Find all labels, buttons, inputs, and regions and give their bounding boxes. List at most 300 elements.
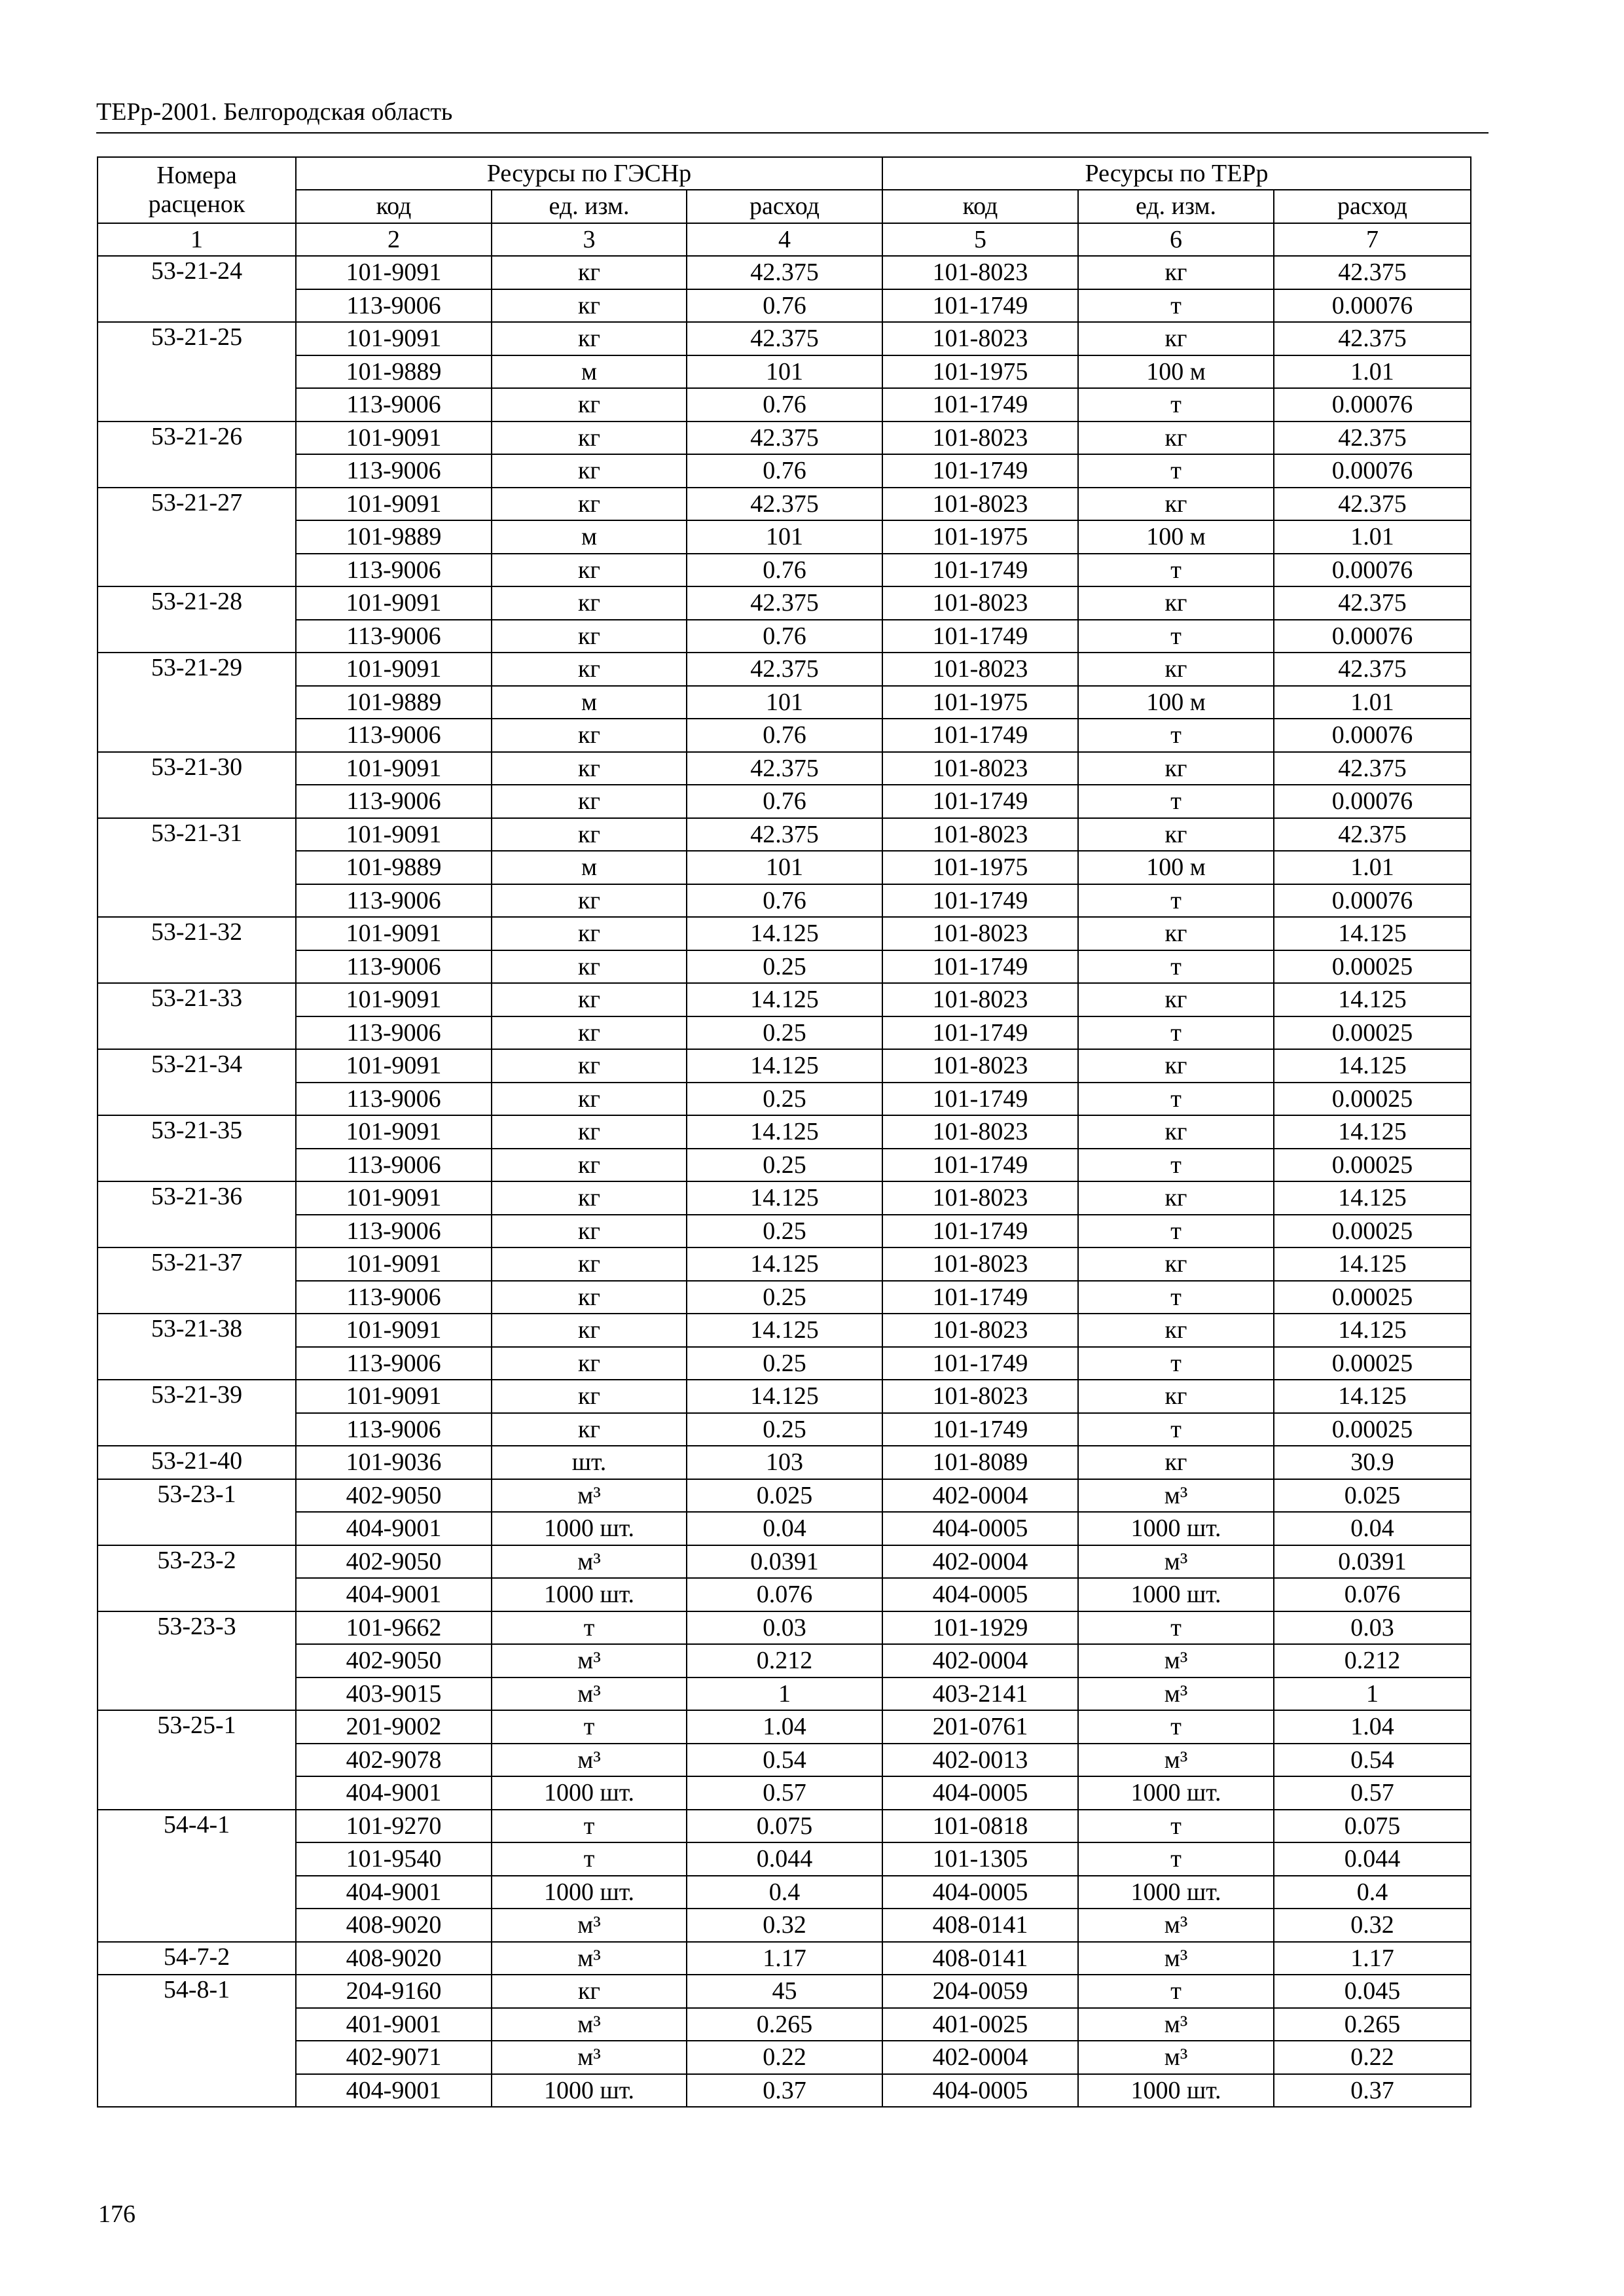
- rate-number-cell: [98, 554, 296, 587]
- terr-code-cell: 101-1749: [882, 454, 1078, 488]
- terr-unit-cell: кг: [1078, 1446, 1274, 1479]
- gesn-consumption-cell: 1: [687, 1677, 882, 1711]
- terr-unit-cell: т: [1078, 1016, 1274, 1050]
- table-row: [98, 1975, 1471, 2008]
- gesn-unit-cell: кг: [492, 752, 687, 785]
- terr-code-cell: 402-0004: [882, 1479, 1078, 1513]
- rate-number-cell: [98, 1016, 296, 1050]
- table-row: [98, 1083, 1471, 1116]
- rate-number-cell: [98, 520, 296, 554]
- terr-code-cell: 101-8023: [882, 488, 1078, 521]
- table-row: [98, 289, 1471, 323]
- gesn-code-cell: 113-9006: [296, 620, 492, 653]
- terr-unit-cell: кг: [1078, 1181, 1274, 1215]
- terr-unit-cell: м³: [1078, 1744, 1274, 1777]
- terr-unit-cell: т: [1078, 785, 1274, 818]
- gesn-consumption-cell: 45: [687, 1975, 882, 2008]
- rate-number-cell: [98, 1347, 296, 1380]
- gesn-code-cell: 101-9889: [296, 355, 492, 389]
- rate-number-cell: 53-25-1: [98, 1710, 296, 1744]
- table-row: [98, 322, 1471, 355]
- terr-unit-cell: т: [1078, 1281, 1274, 1314]
- header-terr-code: код: [882, 190, 1078, 223]
- gesn-consumption-cell: 0.03: [687, 1611, 882, 1645]
- table-row: [98, 1744, 1471, 1777]
- gesn-unit-cell: кг: [492, 586, 687, 620]
- terr-consumption-cell: 1.01: [1274, 355, 1471, 389]
- table-row: [98, 1281, 1471, 1314]
- terr-code-cell: 101-8023: [882, 917, 1078, 950]
- terr-consumption-cell: 42.375: [1274, 653, 1471, 686]
- table-row: [98, 1049, 1471, 1083]
- terr-code-cell: 101-1749: [882, 1083, 1078, 1116]
- terr-unit-cell: кг: [1078, 1247, 1274, 1281]
- terr-code-cell: 101-8023: [882, 752, 1078, 785]
- gesn-code-cell: 401-9001: [296, 2008, 492, 2041]
- column-number-7: 7: [1274, 223, 1471, 257]
- gesn-consumption-cell: 14.125: [687, 917, 882, 950]
- gesn-unit-cell: кг: [492, 950, 687, 984]
- gesn-code-cell: 101-9091: [296, 1115, 492, 1149]
- terr-unit-cell: 1000 шт.: [1078, 1776, 1274, 1810]
- terr-code-cell: 404-0005: [882, 1876, 1078, 1909]
- terr-unit-cell: кг: [1078, 1049, 1274, 1083]
- rate-number-cell: 53-21-29: [98, 653, 296, 686]
- gesn-consumption-cell: 0.075: [687, 1810, 882, 1843]
- gesn-code-cell: 404-9001: [296, 1776, 492, 1810]
- terr-code-cell: 101-8023: [882, 586, 1078, 620]
- terr-consumption-cell: 0.044: [1274, 1842, 1471, 1876]
- terr-unit-cell: т: [1078, 1810, 1274, 1843]
- rate-number-cell: [98, 2074, 296, 2108]
- terr-unit-cell: кг: [1078, 322, 1274, 355]
- gesn-code-cell: 113-9006: [296, 1413, 492, 1446]
- header-rate-numbers-line2: расценок: [148, 190, 245, 219]
- terr-code-cell: 101-1305: [882, 1842, 1078, 1876]
- gesn-consumption-cell: 0.076: [687, 1578, 882, 1611]
- gesn-code-cell: 101-9091: [296, 653, 492, 686]
- table-row: [98, 554, 1471, 587]
- gesn-code-cell: 113-9006: [296, 785, 492, 818]
- gesn-unit-cell: кг: [492, 653, 687, 686]
- terr-unit-cell: м³: [1078, 1644, 1274, 1677]
- gesn-code-cell: 408-9020: [296, 1909, 492, 1942]
- rate-number-cell: [98, 1876, 296, 1909]
- terr-code-cell: 402-0004: [882, 1545, 1078, 1579]
- gesn-code-cell: 404-9001: [296, 1512, 492, 1545]
- terr-code-cell: 408-0141: [882, 1909, 1078, 1942]
- terr-unit-cell: т: [1078, 388, 1274, 422]
- rate-number-cell: [98, 884, 296, 918]
- gesn-unit-cell: кг: [492, 1380, 687, 1413]
- gesn-consumption-cell: 0.25: [687, 1281, 882, 1314]
- gesn-code-cell: 404-9001: [296, 1578, 492, 1611]
- terr-unit-cell: т: [1078, 1710, 1274, 1744]
- table-row: [98, 1545, 1471, 1579]
- terr-code-cell: 101-8023: [882, 818, 1078, 852]
- table-row: [98, 1479, 1471, 1513]
- gesn-unit-cell: кг: [492, 1083, 687, 1116]
- terr-code-cell: 101-1975: [882, 686, 1078, 719]
- rate-number-cell: [98, 1776, 296, 1810]
- terr-unit-cell: м³: [1078, 1909, 1274, 1942]
- terr-consumption-cell: 0.4: [1274, 1876, 1471, 1909]
- terr-consumption-cell: 0.076: [1274, 1578, 1471, 1611]
- terr-code-cell: 101-1749: [882, 1281, 1078, 1314]
- terr-consumption-cell: 0.00025: [1274, 1281, 1471, 1314]
- gesn-consumption-cell: 0.76: [687, 554, 882, 587]
- terr-code-cell: 101-8023: [882, 322, 1078, 355]
- gesn-code-cell: 101-9091: [296, 818, 492, 852]
- terr-code-cell: 101-1749: [882, 884, 1078, 918]
- table-row: [98, 1677, 1471, 1711]
- table-row: [98, 1611, 1471, 1645]
- gesn-unit-cell: кг: [492, 1049, 687, 1083]
- table-row: [98, 2008, 1471, 2041]
- table-body: [98, 256, 1471, 2107]
- rate-number-cell: [98, 620, 296, 653]
- terr-unit-cell: м³: [1078, 1545, 1274, 1579]
- terr-code-cell: 101-1749: [882, 1016, 1078, 1050]
- rate-number-cell: [98, 851, 296, 884]
- terr-consumption-cell: 0.00025: [1274, 950, 1471, 984]
- table-row: [98, 983, 1471, 1016]
- terr-consumption-cell: 0.0391: [1274, 1545, 1471, 1579]
- gesn-code-cell: 402-9050: [296, 1644, 492, 1677]
- terr-consumption-cell: 14.125: [1274, 1314, 1471, 1347]
- terr-code-cell: 101-1749: [882, 1347, 1078, 1380]
- terr-consumption-cell: 1: [1274, 1677, 1471, 1711]
- rate-number-cell: [98, 1512, 296, 1545]
- table-row: [98, 1413, 1471, 1446]
- terr-code-cell: 101-1975: [882, 520, 1078, 554]
- terr-unit-cell: 100 м: [1078, 520, 1274, 554]
- header-gesn-consumption: расход: [687, 190, 882, 223]
- gesn-unit-cell: шт.: [492, 1446, 687, 1479]
- gesn-code-cell: 408-9020: [296, 1942, 492, 1975]
- terr-unit-cell: 1000 шт.: [1078, 2074, 1274, 2108]
- gesn-unit-cell: кг: [492, 289, 687, 323]
- rate-number-cell: 53-21-36: [98, 1181, 296, 1215]
- terr-code-cell: 101-0818: [882, 1810, 1078, 1843]
- gesn-code-cell: 101-9091: [296, 256, 492, 289]
- terr-unit-cell: кг: [1078, 653, 1274, 686]
- gesn-code-cell: 404-9001: [296, 1876, 492, 1909]
- gesn-consumption-cell: 42.375: [687, 752, 882, 785]
- terr-unit-cell: т: [1078, 454, 1274, 488]
- rate-number-cell: [98, 1842, 296, 1876]
- gesn-unit-cell: кг: [492, 785, 687, 818]
- table-row: [98, 1115, 1471, 1149]
- gesn-consumption-cell: 0.76: [687, 620, 882, 653]
- gesn-unit-cell: 1000 шт.: [492, 1578, 687, 1611]
- rate-number-cell: 53-21-38: [98, 1314, 296, 1347]
- rate-number-cell: [98, 1281, 296, 1314]
- terr-unit-cell: т: [1078, 1347, 1274, 1380]
- gesn-code-cell: 101-9091: [296, 488, 492, 521]
- terr-consumption-cell: 0.00076: [1274, 884, 1471, 918]
- terr-code-cell: 101-1975: [882, 851, 1078, 884]
- rate-number-cell: 53-21-40: [98, 1446, 296, 1479]
- rate-number-cell: 53-21-31: [98, 818, 296, 852]
- gesn-unit-cell: кг: [492, 256, 687, 289]
- rate-number-cell: 53-21-32: [98, 917, 296, 950]
- gesn-unit-cell: м³: [492, 1942, 687, 1975]
- gesn-unit-cell: т: [492, 1810, 687, 1843]
- table-row: [98, 1181, 1471, 1215]
- rate-number-cell: [98, 2008, 296, 2041]
- rate-number-cell: 54-4-1: [98, 1810, 296, 1843]
- terr-code-cell: 101-8023: [882, 256, 1078, 289]
- terr-unit-cell: т: [1078, 554, 1274, 587]
- terr-unit-cell: 1000 шт.: [1078, 1512, 1274, 1545]
- gesn-code-cell: 113-9006: [296, 388, 492, 422]
- terr-consumption-cell: 42.375: [1274, 488, 1471, 521]
- rate-number-cell: 53-21-34: [98, 1049, 296, 1083]
- terr-code-cell: 101-8023: [882, 1181, 1078, 1215]
- gesn-unit-cell: кг: [492, 1347, 687, 1380]
- header-row-groups: [98, 157, 1471, 190]
- gesn-unit-cell: м³: [492, 1909, 687, 1942]
- terr-code-cell: 101-1749: [882, 620, 1078, 653]
- gesn-unit-cell: кг: [492, 818, 687, 852]
- terr-consumption-cell: 0.045: [1274, 1975, 1471, 2008]
- gesn-unit-cell: т: [492, 1842, 687, 1876]
- gesn-consumption-cell: 0.04: [687, 1512, 882, 1545]
- table-row: [98, 1215, 1471, 1248]
- gesn-consumption-cell: 0.25: [687, 1215, 882, 1248]
- gesn-unit-cell: м³: [492, 2008, 687, 2041]
- terr-consumption-cell: 0.57: [1274, 1776, 1471, 1810]
- gesn-unit-cell: кг: [492, 1181, 687, 1215]
- rate-number-cell: [98, 1083, 296, 1116]
- terr-consumption-cell: 0.37: [1274, 2074, 1471, 2108]
- table-row: [98, 1776, 1471, 1810]
- terr-consumption-cell: 14.125: [1274, 983, 1471, 1016]
- table-row: [98, 422, 1471, 455]
- terr-code-cell: 403-2141: [882, 1677, 1078, 1711]
- terr-code-cell: 101-8023: [882, 1049, 1078, 1083]
- gesn-unit-cell: кг: [492, 322, 687, 355]
- rate-number-cell: 53-21-39: [98, 1380, 296, 1413]
- header-row-numbers: [98, 223, 1471, 257]
- gesn-unit-cell: кг: [492, 884, 687, 918]
- rate-number-cell: 53-23-2: [98, 1545, 296, 1579]
- rate-number-cell: [98, 1413, 296, 1446]
- table-row: [98, 818, 1471, 852]
- rate-number-cell: [98, 355, 296, 389]
- gesn-consumption-cell: 103: [687, 1446, 882, 1479]
- terr-code-cell: 101-1749: [882, 950, 1078, 984]
- rate-number-cell: 53-21-33: [98, 983, 296, 1016]
- rate-number-cell: [98, 719, 296, 752]
- header-gesn-group: Ресурсы по ГЭСНр: [296, 157, 882, 190]
- terr-unit-cell: кг: [1078, 1380, 1274, 1413]
- table-row: [98, 355, 1471, 389]
- gesn-consumption-cell: 0.76: [687, 719, 882, 752]
- terr-consumption-cell: 0.00025: [1274, 1016, 1471, 1050]
- gesn-unit-cell: м: [492, 686, 687, 719]
- page-number: 176: [98, 2200, 135, 2228]
- gesn-code-cell: 113-9006: [296, 554, 492, 587]
- terr-consumption-cell: 0.212: [1274, 1644, 1471, 1677]
- gesn-code-cell: 113-9006: [296, 454, 492, 488]
- terr-code-cell: 201-0761: [882, 1710, 1078, 1744]
- gesn-code-cell: 402-9078: [296, 1744, 492, 1777]
- terr-unit-cell: кг: [1078, 586, 1274, 620]
- rate-number-cell: [98, 289, 296, 323]
- gesn-consumption-cell: 0.37: [687, 2074, 882, 2108]
- rate-number-cell: [98, 1644, 296, 1677]
- terr-consumption-cell: 0.00076: [1274, 289, 1471, 323]
- terr-consumption-cell: 0.22: [1274, 2041, 1471, 2074]
- rate-number-cell: 53-23-1: [98, 1479, 296, 1513]
- table-row: [98, 2074, 1471, 2108]
- gesn-code-cell: 201-9002: [296, 1710, 492, 1744]
- terr-consumption-cell: 42.375: [1274, 818, 1471, 852]
- rate-number-cell: 53-21-24: [98, 256, 296, 289]
- terr-consumption-cell: 0.265: [1274, 2008, 1471, 2041]
- gesn-consumption-cell: 0.0391: [687, 1545, 882, 1579]
- table-row: [98, 1644, 1471, 1677]
- terr-code-cell: 101-1749: [882, 289, 1078, 323]
- gesn-unit-cell: м³: [492, 2041, 687, 2074]
- terr-consumption-cell: 1.17: [1274, 1942, 1471, 1975]
- gesn-unit-cell: кг: [492, 917, 687, 950]
- gesn-consumption-cell: 0.25: [687, 1083, 882, 1116]
- terr-unit-cell: кг: [1078, 1314, 1274, 1347]
- terr-consumption-cell: 42.375: [1274, 752, 1471, 785]
- gesn-consumption-cell: 42.375: [687, 653, 882, 686]
- terr-code-cell: 101-1749: [882, 1215, 1078, 1248]
- gesn-consumption-cell: 101: [687, 686, 882, 719]
- terr-unit-cell: т: [1078, 289, 1274, 323]
- gesn-code-cell: 113-9006: [296, 1149, 492, 1182]
- terr-consumption-cell: 0.075: [1274, 1810, 1471, 1843]
- table-row: [98, 917, 1471, 950]
- table-row: [98, 1710, 1471, 1744]
- rate-number-cell: [98, 1215, 296, 1248]
- terr-code-cell: 101-1975: [882, 355, 1078, 389]
- terr-unit-cell: 100 м: [1078, 686, 1274, 719]
- terr-code-cell: 101-8023: [882, 1380, 1078, 1413]
- rate-number-cell: [98, 2041, 296, 2074]
- gesn-consumption-cell: 14.125: [687, 1314, 882, 1347]
- terr-consumption-cell: 0.32: [1274, 1909, 1471, 1942]
- gesn-unit-cell: кг: [492, 1149, 687, 1182]
- terr-consumption-cell: 0.00076: [1274, 554, 1471, 587]
- header-row-columns: [98, 190, 1471, 223]
- gesn-code-cell: 101-9540: [296, 1842, 492, 1876]
- gesn-unit-cell: кг: [492, 1016, 687, 1050]
- gesn-consumption-cell: 42.375: [687, 422, 882, 455]
- gesn-unit-cell: 1000 шт.: [492, 1776, 687, 1810]
- gesn-unit-cell: м³: [492, 1644, 687, 1677]
- gesn-consumption-cell: 1.17: [687, 1942, 882, 1975]
- gesn-consumption-cell: 0.212: [687, 1644, 882, 1677]
- terr-consumption-cell: 14.125: [1274, 1049, 1471, 1083]
- gesn-code-cell: 101-9662: [296, 1611, 492, 1645]
- terr-code-cell: 101-8023: [882, 983, 1078, 1016]
- table-row: [98, 1942, 1471, 1975]
- terr-consumption-cell: 42.375: [1274, 256, 1471, 289]
- terr-consumption-cell: 1.04: [1274, 1710, 1471, 1744]
- terr-consumption-cell: 42.375: [1274, 422, 1471, 455]
- terr-unit-cell: т: [1078, 1149, 1274, 1182]
- terr-unit-cell: кг: [1078, 1115, 1274, 1149]
- header-terr-consumption: расход: [1274, 190, 1471, 223]
- terr-unit-cell: кг: [1078, 983, 1274, 1016]
- terr-code-cell: 101-8023: [882, 1115, 1078, 1149]
- terr-code-cell: 402-0004: [882, 2041, 1078, 2074]
- terr-code-cell: 101-1749: [882, 785, 1078, 818]
- table-row: [98, 1909, 1471, 1942]
- terr-consumption-cell: 0.00025: [1274, 1215, 1471, 1248]
- gesn-consumption-cell: 101: [687, 520, 882, 554]
- rate-number-cell: [98, 388, 296, 422]
- terr-code-cell: 101-8089: [882, 1446, 1078, 1479]
- gesn-code-cell: 101-9889: [296, 851, 492, 884]
- gesn-unit-cell: т: [492, 1710, 687, 1744]
- gesn-unit-cell: кг: [492, 1314, 687, 1347]
- gesn-code-cell: 101-9270: [296, 1810, 492, 1843]
- terr-unit-cell: м³: [1078, 1677, 1274, 1711]
- table-row: [98, 256, 1471, 289]
- table-row: [98, 454, 1471, 488]
- gesn-consumption-cell: 0.25: [687, 1347, 882, 1380]
- rate-number-cell: [98, 1909, 296, 1942]
- gesn-code-cell: 101-9091: [296, 917, 492, 950]
- gesn-unit-cell: кг: [492, 388, 687, 422]
- gesn-unit-cell: кг: [492, 983, 687, 1016]
- terr-code-cell: 408-0141: [882, 1942, 1078, 1975]
- terr-code-cell: 402-0004: [882, 1644, 1078, 1677]
- table-row: [98, 586, 1471, 620]
- terr-code-cell: 204-0059: [882, 1975, 1078, 2008]
- rate-number-cell: 54-8-1: [98, 1975, 296, 2008]
- column-number-1: 1: [98, 223, 296, 257]
- header-rule: [96, 132, 1489, 134]
- gesn-consumption-cell: 0.32: [687, 1909, 882, 1942]
- gesn-code-cell: 101-9091: [296, 752, 492, 785]
- terr-consumption-cell: 0.00076: [1274, 719, 1471, 752]
- rate-number-cell: 54-7-2: [98, 1942, 296, 1975]
- rate-number-cell: [98, 686, 296, 719]
- terr-consumption-cell: 1.01: [1274, 520, 1471, 554]
- table-row: [98, 1314, 1471, 1347]
- terr-consumption-cell: 0.00076: [1274, 785, 1471, 818]
- gesn-consumption-cell: 42.375: [687, 586, 882, 620]
- gesn-consumption-cell: 14.125: [687, 1049, 882, 1083]
- rate-number-cell: [98, 1149, 296, 1182]
- gesn-unit-cell: кг: [492, 554, 687, 587]
- terr-consumption-cell: 14.125: [1274, 1181, 1471, 1215]
- terr-unit-cell: 1000 шт.: [1078, 1578, 1274, 1611]
- gesn-code-cell: 404-9001: [296, 2074, 492, 2108]
- terr-consumption-cell: 14.125: [1274, 1115, 1471, 1149]
- gesn-consumption-cell: 0.265: [687, 2008, 882, 2041]
- terr-unit-cell: т: [1078, 1413, 1274, 1446]
- gesn-unit-cell: м³: [492, 1545, 687, 1579]
- terr-code-cell: 101-1749: [882, 554, 1078, 587]
- gesn-unit-cell: м³: [492, 1479, 687, 1513]
- gesn-code-cell: 402-9050: [296, 1479, 492, 1513]
- resources-table: [97, 156, 1471, 2108]
- gesn-consumption-cell: 42.375: [687, 818, 882, 852]
- gesn-unit-cell: 1000 шт.: [492, 1512, 687, 1545]
- gesn-consumption-cell: 42.375: [687, 256, 882, 289]
- gesn-consumption-cell: 14.125: [687, 1247, 882, 1281]
